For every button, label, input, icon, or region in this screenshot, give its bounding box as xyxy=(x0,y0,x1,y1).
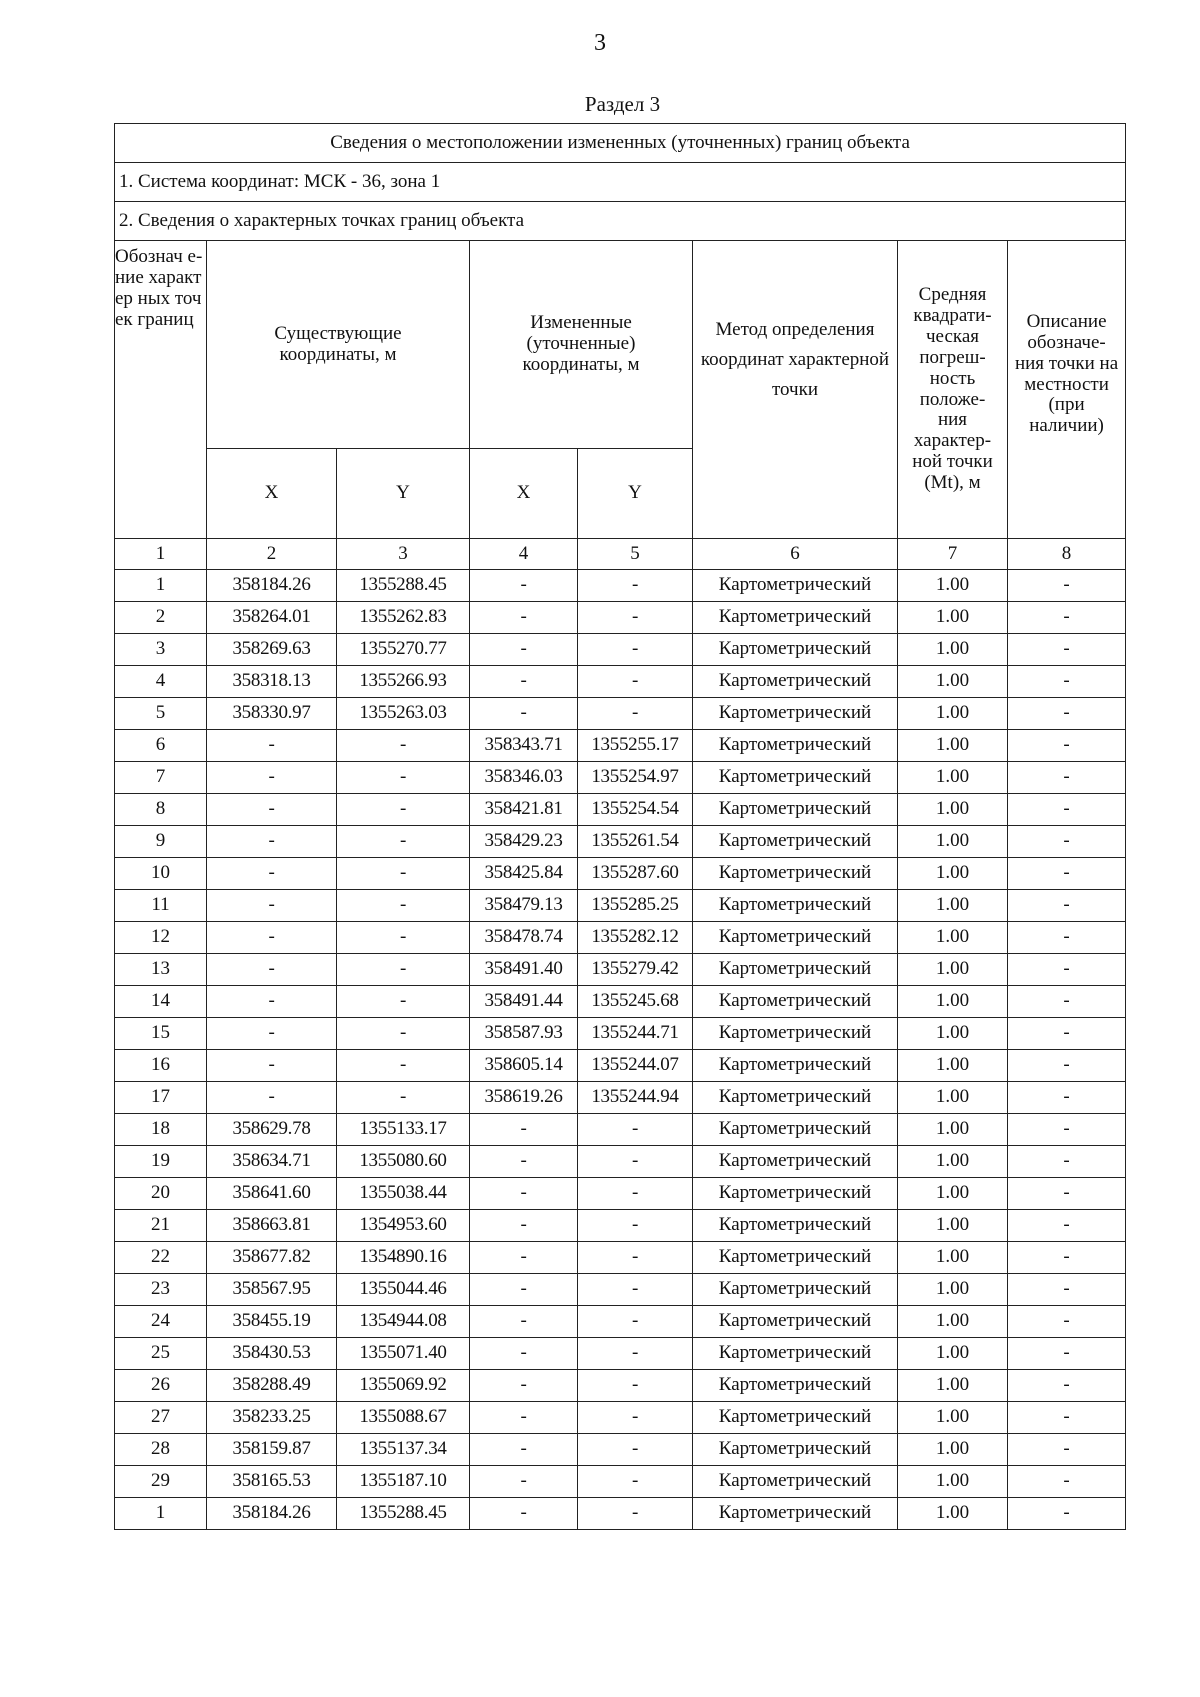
column-number: 2 xyxy=(207,539,337,570)
cell-changed-x: 358429.23 xyxy=(470,826,578,858)
table-row xyxy=(115,794,1126,826)
boundary-points-table xyxy=(114,123,1126,1530)
cell-point-id: 23 xyxy=(115,1274,207,1306)
cell-mean-error: 1.00 xyxy=(898,1338,1008,1370)
cell-changed-x: 358421.81 xyxy=(470,794,578,826)
cell-existing-y: 1355044.46 xyxy=(337,1274,470,1306)
cell-point-id: 4 xyxy=(115,666,207,698)
cell-point-id: 9 xyxy=(115,826,207,858)
cell-changed-y: - xyxy=(578,570,693,602)
header-method: Метод определения координат характерной точки xyxy=(693,241,898,539)
cell-changed-x: 358478.74 xyxy=(470,922,578,954)
cell-mean-error: 1.00 xyxy=(898,1498,1008,1530)
header-point-designation: Обознач е-ние характер ных точек границ xyxy=(115,241,207,539)
cell-existing-y: - xyxy=(337,922,470,954)
cell-mean-error: 1.00 xyxy=(898,698,1008,730)
cell-changed-x: 358346.03 xyxy=(470,762,578,794)
cell-changed-y: - xyxy=(578,1114,693,1146)
cell-method: Картометрический xyxy=(693,634,898,666)
table-row xyxy=(115,762,1126,794)
section-title: Раздел 3 xyxy=(584,92,661,116)
cell-method: Картометрический xyxy=(693,1306,898,1338)
cell-description: - xyxy=(1008,1082,1126,1114)
cell-existing-y: 1355071.40 xyxy=(337,1338,470,1370)
coordinate-system: 1. Система координат: МСК - 36, зона 1 xyxy=(115,163,1126,202)
column-number: 4 xyxy=(470,539,578,570)
cell-point-id: 8 xyxy=(115,794,207,826)
cell-mean-error: 1.00 xyxy=(898,1146,1008,1178)
cell-description: - xyxy=(1008,698,1126,730)
cell-existing-x: 358269.63 xyxy=(207,634,337,666)
cell-existing-x: 358330.97 xyxy=(207,698,337,730)
header-description: Описание обозначе- ния точки на местности (при наличии) xyxy=(1008,241,1126,539)
column-number: 7 xyxy=(898,539,1008,570)
cell-method: Картометрический xyxy=(693,1114,898,1146)
cell-description: - xyxy=(1008,1498,1126,1530)
cell-existing-y: 1355187.10 xyxy=(337,1466,470,1498)
cell-changed-x: - xyxy=(470,698,578,730)
cell-existing-y: - xyxy=(337,986,470,1018)
cell-method: Картометрический xyxy=(693,986,898,1018)
table-row xyxy=(115,954,1126,986)
cell-mean-error: 1.00 xyxy=(898,922,1008,954)
cell-description: - xyxy=(1008,826,1126,858)
cell-existing-y: - xyxy=(337,1082,470,1114)
table-row xyxy=(115,634,1126,666)
cell-method: Картометрический xyxy=(693,826,898,858)
cell-existing-y: - xyxy=(337,858,470,890)
table-row xyxy=(115,826,1126,858)
table-row xyxy=(115,666,1126,698)
cell-point-id: 29 xyxy=(115,1466,207,1498)
header-changed-y: Y xyxy=(578,449,693,539)
header-changed-coords: Измененные (уточненные) координаты, м xyxy=(470,241,693,449)
cell-changed-y: - xyxy=(578,1146,693,1178)
column-number: 6 xyxy=(693,539,898,570)
table-row xyxy=(115,1082,1126,1114)
cell-point-id: 6 xyxy=(115,730,207,762)
cell-changed-x: - xyxy=(470,1370,578,1402)
cell-method: Картометрический xyxy=(693,730,898,762)
cell-point-id: 7 xyxy=(115,762,207,794)
cell-mean-error: 1.00 xyxy=(898,1274,1008,1306)
cell-existing-x: 358184.26 xyxy=(207,1498,337,1530)
cell-changed-y: - xyxy=(578,602,693,634)
table-row xyxy=(115,1402,1126,1434)
cell-mean-error: 1.00 xyxy=(898,666,1008,698)
header-changed-x: X xyxy=(470,449,578,539)
cell-changed-x: - xyxy=(470,1338,578,1370)
cell-mean-error: 1.00 xyxy=(898,954,1008,986)
cell-changed-y: 1355285.25 xyxy=(578,890,693,922)
cell-changed-y: - xyxy=(578,1178,693,1210)
cell-changed-y: 1355244.07 xyxy=(578,1050,693,1082)
table-row xyxy=(115,858,1126,890)
cell-existing-y: 1355137.34 xyxy=(337,1434,470,1466)
cell-existing-y: 1354890.16 xyxy=(337,1242,470,1274)
table-row xyxy=(115,1338,1126,1370)
cell-changed-x: 358587.93 xyxy=(470,1018,578,1050)
cell-changed-y: 1355255.17 xyxy=(578,730,693,762)
table-row xyxy=(115,922,1126,954)
cell-method: Картометрический xyxy=(693,1466,898,1498)
cell-point-id: 3 xyxy=(115,634,207,666)
cell-changed-y: - xyxy=(578,666,693,698)
cell-mean-error: 1.00 xyxy=(898,1242,1008,1274)
cell-method: Картометрический xyxy=(693,1274,898,1306)
header-existing-x: X xyxy=(207,449,337,539)
cell-mean-error: 1.00 xyxy=(898,730,1008,762)
cell-existing-y: 1355266.93 xyxy=(337,666,470,698)
cell-changed-y: 1355245.68 xyxy=(578,986,693,1018)
cell-existing-x: 358233.25 xyxy=(207,1402,337,1434)
cell-mean-error: 1.00 xyxy=(898,826,1008,858)
cell-changed-x: 358479.13 xyxy=(470,890,578,922)
cell-existing-x: 358264.01 xyxy=(207,602,337,634)
cell-description: - xyxy=(1008,1242,1126,1274)
cell-mean-error: 1.00 xyxy=(898,1050,1008,1082)
cell-changed-y: - xyxy=(578,1498,693,1530)
cell-description: - xyxy=(1008,1338,1126,1370)
cell-point-id: 28 xyxy=(115,1434,207,1466)
table-row xyxy=(115,1018,1126,1050)
cell-changed-x: 358425.84 xyxy=(470,858,578,890)
cell-changed-x: 358605.14 xyxy=(470,1050,578,1082)
cell-changed-y: 1355261.54 xyxy=(578,826,693,858)
cell-existing-y: 1354944.08 xyxy=(337,1306,470,1338)
cell-description: - xyxy=(1008,858,1126,890)
column-number: 1 xyxy=(115,539,207,570)
cell-changed-x: - xyxy=(470,1242,578,1274)
cell-changed-x: - xyxy=(470,1498,578,1530)
cell-changed-x: - xyxy=(470,1114,578,1146)
cell-method: Картометрический xyxy=(693,922,898,954)
cell-mean-error: 1.00 xyxy=(898,858,1008,890)
cell-description: - xyxy=(1008,1114,1126,1146)
table-row xyxy=(115,1370,1126,1402)
cell-method: Картометрический xyxy=(693,1498,898,1530)
cell-method: Картометрический xyxy=(693,570,898,602)
cell-mean-error: 1.00 xyxy=(898,1210,1008,1242)
cell-mean-error: 1.00 xyxy=(898,1018,1008,1050)
cell-existing-y: - xyxy=(337,1018,470,1050)
table-row xyxy=(115,1466,1126,1498)
cell-point-id: 17 xyxy=(115,1082,207,1114)
cell-existing-y: - xyxy=(337,794,470,826)
cell-changed-y: - xyxy=(578,1402,693,1434)
column-number: 3 xyxy=(337,539,470,570)
cell-point-id: 22 xyxy=(115,1242,207,1274)
cell-changed-x: - xyxy=(470,1210,578,1242)
cell-changed-y: - xyxy=(578,1466,693,1498)
cell-changed-y: 1355287.60 xyxy=(578,858,693,890)
cell-method: Картометрический xyxy=(693,666,898,698)
cell-existing-x: - xyxy=(207,794,337,826)
cell-point-id: 13 xyxy=(115,954,207,986)
cell-method: Картометрический xyxy=(693,698,898,730)
table-row xyxy=(115,698,1126,730)
cell-changed-y: - xyxy=(578,1434,693,1466)
cell-existing-x: 358159.87 xyxy=(207,1434,337,1466)
table-row xyxy=(115,890,1126,922)
cell-description: - xyxy=(1008,1146,1126,1178)
cell-changed-x: - xyxy=(470,1178,578,1210)
cell-method: Картометрический xyxy=(693,1242,898,1274)
cell-existing-x: 358430.53 xyxy=(207,1338,337,1370)
cell-mean-error: 1.00 xyxy=(898,602,1008,634)
cell-existing-x: - xyxy=(207,1082,337,1114)
cell-description: - xyxy=(1008,794,1126,826)
cell-existing-y: - xyxy=(337,1050,470,1082)
cell-existing-y: 1355288.45 xyxy=(337,570,470,602)
cell-description: - xyxy=(1008,1434,1126,1466)
cell-method: Картометрический xyxy=(693,762,898,794)
cell-method: Картометрический xyxy=(693,890,898,922)
cell-existing-y: 1355038.44 xyxy=(337,1178,470,1210)
cell-existing-x: - xyxy=(207,730,337,762)
cell-mean-error: 1.00 xyxy=(898,762,1008,794)
table-row xyxy=(115,1498,1126,1530)
table-row xyxy=(115,986,1126,1018)
cell-mean-error: 1.00 xyxy=(898,1114,1008,1146)
cell-changed-y: 1355244.71 xyxy=(578,1018,693,1050)
cell-mean-error: 1.00 xyxy=(898,1082,1008,1114)
cell-method: Картометрический xyxy=(693,858,898,890)
cell-description: - xyxy=(1008,954,1126,986)
cell-description: - xyxy=(1008,1274,1126,1306)
cell-changed-y: 1355254.54 xyxy=(578,794,693,826)
cell-description: - xyxy=(1008,986,1126,1018)
cell-point-id: 5 xyxy=(115,698,207,730)
cell-mean-error: 1.00 xyxy=(898,1370,1008,1402)
cell-existing-y: - xyxy=(337,762,470,794)
cell-point-id: 15 xyxy=(115,1018,207,1050)
cell-changed-y: 1355254.97 xyxy=(578,762,693,794)
table-title: Сведения о местоположении измененных (уточненных) границ объекта xyxy=(115,124,1126,163)
cell-changed-x: - xyxy=(470,1274,578,1306)
cell-existing-y: - xyxy=(337,730,470,762)
cell-existing-x: - xyxy=(207,986,337,1018)
cell-method: Картометрический xyxy=(693,1434,898,1466)
cell-description: - xyxy=(1008,1370,1126,1402)
cell-description: - xyxy=(1008,1050,1126,1082)
cell-changed-y: 1355282.12 xyxy=(578,922,693,954)
table-row xyxy=(115,570,1126,602)
table-row xyxy=(115,602,1126,634)
cell-description: - xyxy=(1008,1402,1126,1434)
page-number: 3 xyxy=(594,30,606,56)
cell-description: - xyxy=(1008,666,1126,698)
cell-description: - xyxy=(1008,634,1126,666)
cell-point-id: 19 xyxy=(115,1146,207,1178)
cell-point-id: 2 xyxy=(115,602,207,634)
cell-point-id: 12 xyxy=(115,922,207,954)
points-info-heading: 2. Сведения о характерных точках границ объекта xyxy=(115,202,1126,241)
cell-description: - xyxy=(1008,1306,1126,1338)
cell-point-id: 1 xyxy=(115,1498,207,1530)
cell-mean-error: 1.00 xyxy=(898,890,1008,922)
cell-existing-x: 358629.78 xyxy=(207,1114,337,1146)
cell-existing-y: 1355263.03 xyxy=(337,698,470,730)
cell-existing-y: - xyxy=(337,826,470,858)
cell-changed-x: - xyxy=(470,1146,578,1178)
cell-description: - xyxy=(1008,730,1126,762)
cell-method: Картометрический xyxy=(693,1338,898,1370)
cell-description: - xyxy=(1008,762,1126,794)
cell-mean-error: 1.00 xyxy=(898,794,1008,826)
cell-changed-x: - xyxy=(470,634,578,666)
cell-point-id: 27 xyxy=(115,1402,207,1434)
cell-existing-x: 358318.13 xyxy=(207,666,337,698)
cell-changed-y: - xyxy=(578,1210,693,1242)
cell-point-id: 1 xyxy=(115,570,207,602)
table-row xyxy=(115,1210,1126,1242)
cell-existing-y: 1355069.92 xyxy=(337,1370,470,1402)
cell-description: - xyxy=(1008,1210,1126,1242)
header-existing-coords: Существующие координаты, м xyxy=(207,241,470,449)
cell-method: Картометрический xyxy=(693,1178,898,1210)
cell-method: Картометрический xyxy=(693,1146,898,1178)
cell-description: - xyxy=(1008,922,1126,954)
cell-existing-x: 358641.60 xyxy=(207,1178,337,1210)
cell-method: Картометрический xyxy=(693,954,898,986)
cell-changed-x: 358491.44 xyxy=(470,986,578,1018)
cell-changed-x: 358619.26 xyxy=(470,1082,578,1114)
cell-changed-y: - xyxy=(578,698,693,730)
cell-point-id: 10 xyxy=(115,858,207,890)
cell-changed-y: - xyxy=(578,1338,693,1370)
header-existing-y: Y xyxy=(337,449,470,539)
table-row xyxy=(115,1274,1126,1306)
cell-method: Картометрический xyxy=(693,1018,898,1050)
cell-method: Картометрический xyxy=(693,1082,898,1114)
cell-point-id: 21 xyxy=(115,1210,207,1242)
table-row xyxy=(115,730,1126,762)
cell-changed-x: - xyxy=(470,570,578,602)
cell-mean-error: 1.00 xyxy=(898,1178,1008,1210)
cell-existing-x: - xyxy=(207,826,337,858)
cell-existing-x: 358634.71 xyxy=(207,1146,337,1178)
cell-method: Картометрический xyxy=(693,1370,898,1402)
cell-existing-x: - xyxy=(207,858,337,890)
cell-existing-x: - xyxy=(207,762,337,794)
cell-existing-x: - xyxy=(207,1050,337,1082)
cell-description: - xyxy=(1008,1178,1126,1210)
cell-mean-error: 1.00 xyxy=(898,570,1008,602)
cell-changed-x: - xyxy=(470,1434,578,1466)
cell-existing-x: - xyxy=(207,1018,337,1050)
cell-existing-x: - xyxy=(207,890,337,922)
table-row xyxy=(115,1178,1126,1210)
table-row xyxy=(115,1306,1126,1338)
cell-changed-y: 1355279.42 xyxy=(578,954,693,986)
cell-changed-y: - xyxy=(578,1306,693,1338)
cell-changed-x: - xyxy=(470,602,578,634)
cell-point-id: 25 xyxy=(115,1338,207,1370)
cell-changed-y: - xyxy=(578,1370,693,1402)
cell-existing-x: - xyxy=(207,954,337,986)
cell-point-id: 24 xyxy=(115,1306,207,1338)
cell-existing-x: - xyxy=(207,922,337,954)
column-number: 5 xyxy=(578,539,693,570)
cell-point-id: 18 xyxy=(115,1114,207,1146)
cell-mean-error: 1.00 xyxy=(898,986,1008,1018)
cell-mean-error: 1.00 xyxy=(898,1402,1008,1434)
cell-changed-x: - xyxy=(470,666,578,698)
cell-changed-y: - xyxy=(578,634,693,666)
cell-existing-x: 358165.53 xyxy=(207,1466,337,1498)
cell-description: - xyxy=(1008,890,1126,922)
cell-existing-x: 358677.82 xyxy=(207,1242,337,1274)
cell-method: Картометрический xyxy=(693,1402,898,1434)
cell-description: - xyxy=(1008,570,1126,602)
cell-existing-x: 358288.49 xyxy=(207,1370,337,1402)
cell-existing-y: - xyxy=(337,890,470,922)
cell-existing-y: 1355133.17 xyxy=(337,1114,470,1146)
cell-mean-error: 1.00 xyxy=(898,1434,1008,1466)
cell-changed-x: 358491.40 xyxy=(470,954,578,986)
cell-method: Картометрический xyxy=(693,1050,898,1082)
cell-existing-y: 1355262.83 xyxy=(337,602,470,634)
cell-description: - xyxy=(1008,1466,1126,1498)
cell-existing-x: 358663.81 xyxy=(207,1210,337,1242)
cell-existing-y: 1355288.45 xyxy=(337,1498,470,1530)
cell-mean-error: 1.00 xyxy=(898,1306,1008,1338)
cell-method: Картометрический xyxy=(693,794,898,826)
cell-changed-y: - xyxy=(578,1274,693,1306)
cell-changed-x: 358343.71 xyxy=(470,730,578,762)
cell-existing-y: 1354953.60 xyxy=(337,1210,470,1242)
cell-point-id: 16 xyxy=(115,1050,207,1082)
cell-description: - xyxy=(1008,1018,1126,1050)
cell-description: - xyxy=(1008,602,1126,634)
table-row xyxy=(115,1146,1126,1178)
column-number: 8 xyxy=(1008,539,1126,570)
cell-point-id: 14 xyxy=(115,986,207,1018)
cell-mean-error: 1.00 xyxy=(898,634,1008,666)
table-row xyxy=(115,1050,1126,1082)
cell-existing-x: 358455.19 xyxy=(207,1306,337,1338)
cell-changed-y: - xyxy=(578,1242,693,1274)
cell-changed-x: - xyxy=(470,1306,578,1338)
cell-point-id: 26 xyxy=(115,1370,207,1402)
cell-point-id: 11 xyxy=(115,890,207,922)
column-numbers-row xyxy=(115,539,1126,570)
cell-changed-x: - xyxy=(470,1402,578,1434)
table-row xyxy=(115,1114,1126,1146)
table-row xyxy=(115,1242,1126,1274)
cell-existing-y: 1355080.60 xyxy=(337,1146,470,1178)
cell-changed-x: - xyxy=(470,1466,578,1498)
cell-point-id: 20 xyxy=(115,1178,207,1210)
header-mean-error: Средняя квадрати- ческая погреш- ность положе- ния характер- ной точки (Mt), м xyxy=(898,241,1008,539)
cell-existing-x: 358184.26 xyxy=(207,570,337,602)
cell-changed-y: 1355244.94 xyxy=(578,1082,693,1114)
cell-existing-y: - xyxy=(337,954,470,986)
cell-existing-y: 1355270.77 xyxy=(337,634,470,666)
cell-mean-error: 1.00 xyxy=(898,1466,1008,1498)
cell-existing-x: 358567.95 xyxy=(207,1274,337,1306)
table-row xyxy=(115,1434,1126,1466)
cell-method: Картометрический xyxy=(693,1210,898,1242)
cell-existing-y: 1355088.67 xyxy=(337,1402,470,1434)
cell-method: Картометрический xyxy=(693,602,898,634)
